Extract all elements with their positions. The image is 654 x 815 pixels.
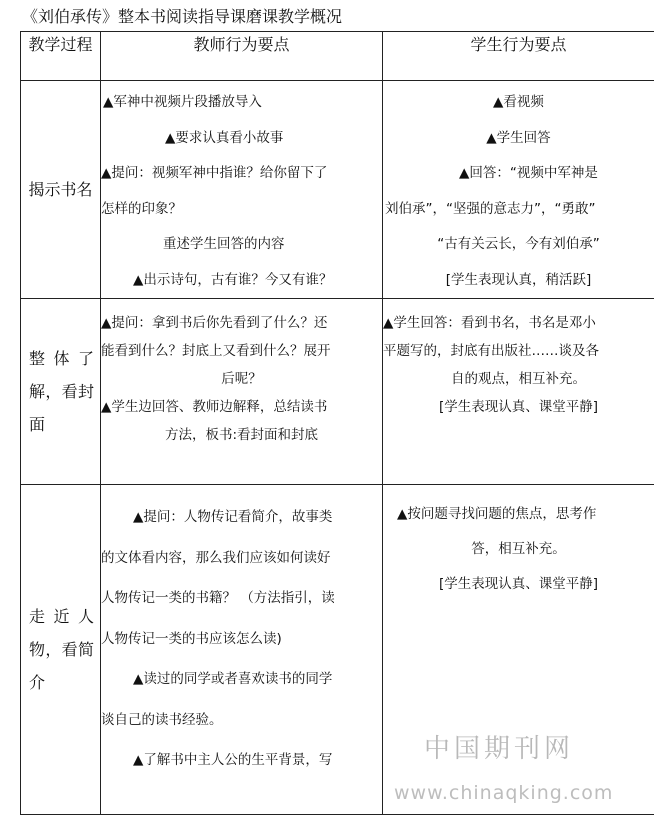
table-header-row (21, 32, 654, 81)
student-point: “古有关云长，今有刘伯承” (383, 227, 654, 263)
teacher-point: 人物传记一类的书应该怎么读) (101, 619, 382, 660)
table-row (21, 299, 654, 485)
teacher-point: 重述学生回答的内容 (101, 227, 382, 263)
teacher-point: 谈自己的读书经验。 (101, 700, 382, 741)
document-title: 《刘伯承传》整本书阅读指导课磨课教学概况 (22, 4, 342, 30)
teacher-point: ▲读过的同学或者喜欢读书的同学 (101, 659, 382, 700)
teacher-point: 的文体看内容，那么我们应该如何读好 (101, 538, 382, 579)
process-cell: 揭示书名 (21, 81, 101, 299)
header-teacher: 教师行为要点 (101, 32, 383, 81)
student-point: ▲学生回答：看到书名，书名是邓小 (383, 309, 654, 337)
teacher-point: 人物传记一类的书籍？ （方法指引，读 (101, 578, 382, 619)
teacher-point: ▲出示诗句，古有谁？今又有谁？ (101, 263, 382, 299)
student-point: ▲学生回答 (383, 121, 654, 157)
teacher-point: 怎样的印象？ (101, 192, 382, 228)
teacher-point: 方法，板书:看封面和封底 (101, 421, 382, 449)
lesson-table (20, 31, 654, 815)
student-point: [学生表现认真，稍活跃] (383, 263, 654, 299)
teacher-point: ▲了解书中主人公的生平背景，写 (101, 740, 382, 781)
student-point: 刘伯承”，“坚强的意志力”，“勇敢” (383, 192, 654, 228)
student-point: [学生表现认真、课堂平静] (383, 393, 654, 421)
teacher-point: ▲提问：拿到书后你先看到了什么？还 (101, 309, 382, 337)
header-process: 教学过程 (21, 32, 101, 81)
teacher-point: ▲提问：视频军神中指谁？给你留下了 (101, 156, 382, 192)
student-point: 平题写的，封底有出版社……谈及各 (383, 337, 654, 365)
teacher-point: ▲要求认真看小故事 (101, 121, 382, 157)
watermark-site-name: 中国期刊网 (424, 728, 574, 765)
teacher-point: ▲军神中视频片段播放导入 (101, 85, 382, 121)
student-point: 答，相互补充。 (383, 532, 654, 567)
teacher-point: ▲提问：人物传记看简介，故事类 (101, 497, 382, 538)
teacher-cell (101, 299, 383, 485)
student-cell (383, 299, 654, 485)
student-point: ▲看视频 (383, 85, 654, 121)
teacher-cell (101, 485, 383, 815)
student-point: ▲按问题寻找问题的焦点，思考作 (383, 497, 654, 532)
teacher-point: ▲学生边回答、教师边解释，总结读书 (101, 393, 382, 421)
header-student: 学生行为要点 (383, 32, 654, 81)
student-point: 自的观点，相互补充。 (383, 365, 654, 393)
table-row (21, 81, 654, 299)
student-point: [学生表现认真、课堂平静] (383, 567, 654, 602)
student-point: ▲回答：“视频中军神是 (383, 156, 654, 192)
process-cell: 整体了解，看封面 (21, 299, 101, 485)
process-cell: 走近人物，看简介 (21, 485, 101, 815)
teacher-point: 能看到什么？封底上又看到什么？展开 (101, 337, 382, 365)
student-cell (383, 81, 654, 299)
student-cell (383, 485, 654, 815)
table-row (21, 485, 654, 815)
teacher-cell (101, 81, 383, 299)
watermark-url: www.chinaqking.com (394, 782, 613, 804)
teacher-point: 后呢？ (101, 365, 382, 393)
